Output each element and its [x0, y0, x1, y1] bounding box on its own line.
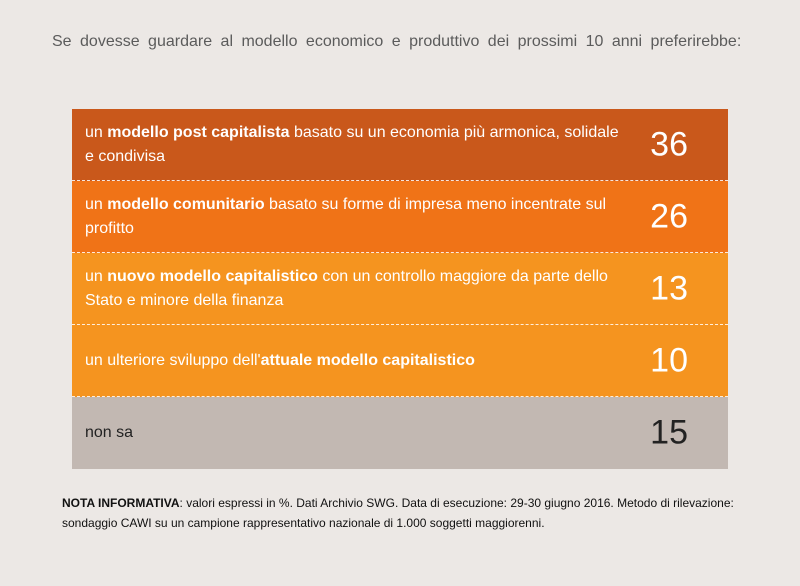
result-row — [72, 181, 728, 253]
percent-value: 36 — [650, 125, 688, 163]
survey-question: Se dovesse guardare al modello economico e produttivo dei prossimi 10 anni preferirebbe: — [52, 33, 742, 50]
percent-value: 10 — [650, 341, 688, 379]
answer-label — [85, 421, 620, 445]
answer-label — [85, 193, 620, 241]
answer-text-post: basato su un economia più armonica, solidale e condivisa — [85, 123, 619, 165]
info-note-text: : valori espressi in %. Dati Archivio SWG. Data di esecuzione: 29-30 giugno 2016. Metodo di rilevazione: sondaggio CAWI su un campione rappresentativo nazionale di 1.000 soggetti maggiorenni. — [62, 496, 734, 530]
answer-text-pre: non sa — [85, 424, 134, 441]
percent-value: 13 — [650, 269, 688, 307]
results-table — [72, 109, 728, 469]
answer-text-post: con un controllo maggiore da parte dello Stato e minore della finanza — [85, 267, 608, 309]
answer-text-bold: attuale modello capitalistico — [260, 351, 475, 369]
percent-value: 26 — [650, 197, 688, 235]
answer-text-pre: un — [85, 267, 108, 285]
answer-text-pre: un — [85, 195, 108, 213]
answer-text-bold: modello comunitario — [107, 195, 265, 213]
result-row — [72, 109, 728, 181]
result-row — [72, 397, 728, 469]
result-row — [72, 325, 728, 397]
info-note-label: NOTA INFORMATIVA — [62, 496, 180, 510]
answer-text-bold: modello post capitalista — [107, 123, 290, 141]
answer-text-post: basato su forme di impresa meno incentrate sul profitto — [85, 195, 607, 237]
answer-label — [85, 121, 620, 169]
answer-text-pre: un — [85, 123, 108, 141]
percent-value: 15 — [650, 413, 688, 452]
answer-text-pre: un ulteriore sviluppo dell' — [85, 351, 261, 369]
result-row — [72, 253, 728, 325]
info-note — [62, 493, 752, 533]
answer-text-bold: nuovo modello capitalistico — [107, 267, 318, 285]
answer-label — [85, 349, 620, 373]
answer-label — [85, 265, 620, 313]
